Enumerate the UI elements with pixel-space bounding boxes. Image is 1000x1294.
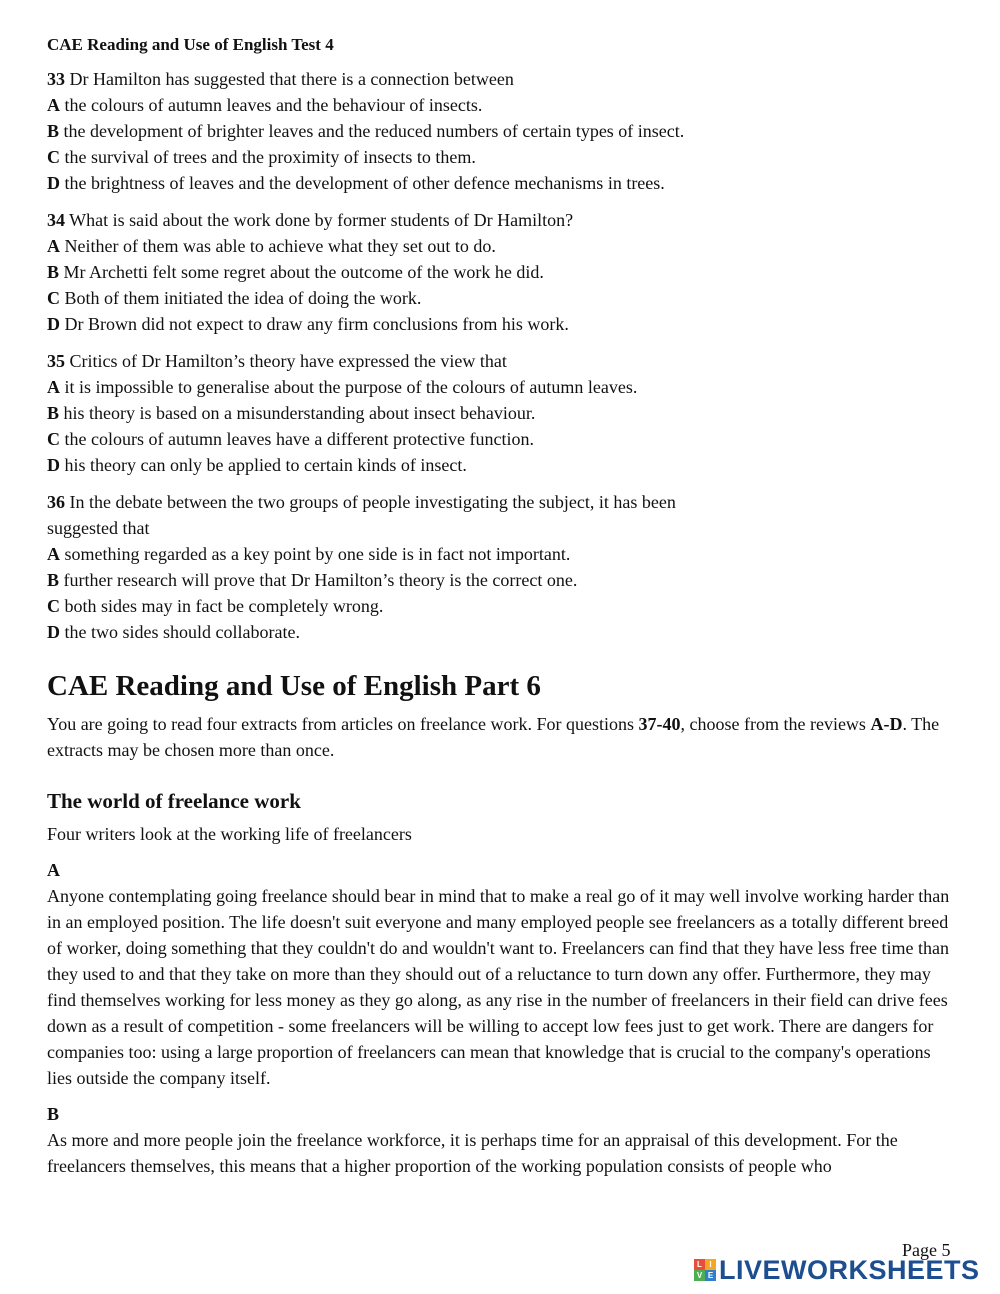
- page-number: Page 5: [902, 1240, 951, 1260]
- question-stem: [47, 66, 952, 92]
- option-letter: C: [47, 596, 60, 616]
- answer-option-d: [47, 311, 952, 337]
- option-text: his theory can only be applied to certain kinds of insect.: [60, 455, 467, 475]
- option-text: the brightness of leaves and the development of other defence mechanisms in trees.: [60, 173, 665, 193]
- option-letter: A: [47, 544, 60, 564]
- question-stem: [47, 489, 952, 515]
- document-title: CAE Reading and Use of English Test 4: [47, 35, 334, 54]
- questions-list: [47, 66, 952, 645]
- intro-text-2: , choose from the reviews: [680, 714, 871, 734]
- option-letter: D: [47, 314, 60, 334]
- document-page: [47, 32, 952, 1189]
- option-letter: A: [47, 236, 60, 256]
- answer-option-a: [47, 233, 952, 259]
- answer-option-a: [47, 374, 952, 400]
- logo-mark-letter: I: [705, 1259, 716, 1270]
- answer-option-b: [47, 259, 952, 285]
- question-stem-text: In the debate between the two groups of people investigating the subject, it has been: [65, 492, 676, 512]
- answer-option-b: [47, 400, 952, 426]
- option-letter: D: [47, 455, 60, 475]
- extract-text: Anyone contemplating going freelance should bear in mind that to make a real go of it may well involve working harder than in an employed position. The life doesn't suit everyone and many employed people see freelancers as a totally different breed of worker, doing something that they couldn't do and wouldn't want to. Freelancers can find that they have less free time than they used to and that they take on more than they should out of a reluctance to turn down any offer. Furthermore, they may find themselves working for less money as they go along, as any rise in the number of freelancers in their field can drive fees down as a result of competition - some freelancers will be willing to accept low fees just to get work. There are dangers for companies too: using a large proportion of freelancers can mean that knowledge that is crucial to the company's operations lies outside the company itself.: [47, 886, 950, 1088]
- question-36: [47, 489, 952, 645]
- question-34: [47, 207, 952, 337]
- answer-option-a: [47, 92, 952, 118]
- option-text: something regarded as a key point by one side is in fact not important.: [60, 544, 571, 564]
- answer-option-b: [47, 118, 952, 144]
- answer-option-c: [47, 593, 952, 619]
- question-stem-text: What is said about the work done by former students of Dr Hamilton?: [65, 210, 574, 230]
- answer-option-a: [47, 541, 952, 567]
- part6-heading: CAE Reading and Use of English Part 6: [47, 670, 541, 702]
- extract-letter: B: [47, 1104, 60, 1124]
- option-text: the colours of autumn leaves have a different protective function.: [60, 429, 534, 449]
- option-text: it is impossible to generalise about the purpose of the colours of autumn leaves.: [60, 377, 638, 397]
- option-letter: B: [47, 121, 60, 141]
- answer-option-b: [47, 567, 952, 593]
- option-text: both sides may in fact be completely wrong.: [60, 596, 384, 616]
- option-text: Dr Brown did not expect to draw any firm conclusions from his work.: [60, 314, 569, 334]
- option-text: the colours of autumn leaves and the behaviour of insects.: [60, 95, 483, 115]
- intro-letter-range: A-D: [870, 714, 903, 734]
- question-35: [47, 348, 952, 478]
- extract-b: [47, 1101, 952, 1179]
- logo-mark-letter: V: [694, 1270, 705, 1281]
- option-text: further research will prove that Dr Hamilton’s theory is the correct one.: [59, 570, 578, 590]
- option-text: the survival of trees and the proximity of insects to them.: [60, 147, 476, 167]
- answer-option-c: [47, 144, 952, 170]
- extract-a: [47, 857, 952, 1091]
- option-letter: C: [47, 429, 60, 449]
- option-letter: A: [47, 377, 60, 397]
- part6-instructions: [47, 711, 952, 763]
- logo-mark-letter: E: [705, 1270, 716, 1281]
- question-stem: [47, 207, 952, 233]
- extract-text: As more and more people join the freelance workforce, it is perhaps time for an appraisal of this development. For the freelancers themselves, this means that a higher proportion of the working population consists of people who: [47, 1130, 898, 1176]
- question-33: [47, 66, 952, 196]
- question-number: 33: [47, 69, 65, 89]
- option-letter: B: [47, 403, 60, 423]
- option-text: Mr Archetti felt some regret about the outcome of the work he did.: [59, 262, 544, 282]
- answer-option-d: [47, 170, 952, 196]
- option-letter: C: [47, 147, 60, 167]
- intro-text-3: . The extracts may be chosen more than once.: [47, 714, 940, 760]
- option-text: the development of brighter leaves and the reduced numbers of certain types of insect.: [59, 121, 685, 141]
- extract-letter: A: [47, 860, 60, 880]
- logo-mark-icon: [694, 1259, 716, 1281]
- liveworksheets-logo[interactable]: [694, 1255, 980, 1285]
- article-subtitle: Four writers look at the working life of freelancers: [47, 824, 412, 844]
- logo-mark-letter: L: [694, 1259, 705, 1270]
- option-text: the two sides should collaborate.: [60, 622, 300, 642]
- question-number: 36: [47, 492, 65, 512]
- answer-option-c: [47, 426, 952, 452]
- article-title: The world of freelance work: [47, 789, 301, 813]
- logo-text: LIVEWORKSHEETS: [719, 1255, 980, 1285]
- answer-option-c: [47, 285, 952, 311]
- question-stem-text: Dr Hamilton has suggested that there is a connection between: [65, 69, 514, 89]
- question-stem-text: Critics of Dr Hamilton’s theory have expressed the view that: [65, 351, 507, 371]
- answer-option-d: [47, 452, 952, 478]
- intro-text-1: You are going to read four extracts from articles on freelance work. For questions: [47, 714, 639, 734]
- intro-question-range: 37-40: [638, 714, 681, 734]
- option-letter: D: [47, 173, 60, 193]
- option-text: his theory is based on a misunderstanding about insect behaviour.: [59, 403, 536, 423]
- question-stem-continued: suggested that: [47, 518, 150, 538]
- answer-option-d: [47, 619, 952, 645]
- question-stem: [47, 348, 952, 374]
- option-letter: D: [47, 622, 60, 642]
- option-text: Neither of them was able to achieve what they set out to do.: [60, 236, 496, 256]
- question-number: 34: [47, 210, 65, 230]
- option-text: Both of them initiated the idea of doing the work.: [60, 288, 422, 308]
- option-letter: A: [47, 95, 60, 115]
- option-letter: C: [47, 288, 60, 308]
- question-number: 35: [47, 351, 65, 371]
- option-letter: B: [47, 570, 60, 590]
- option-letter: B: [47, 262, 60, 282]
